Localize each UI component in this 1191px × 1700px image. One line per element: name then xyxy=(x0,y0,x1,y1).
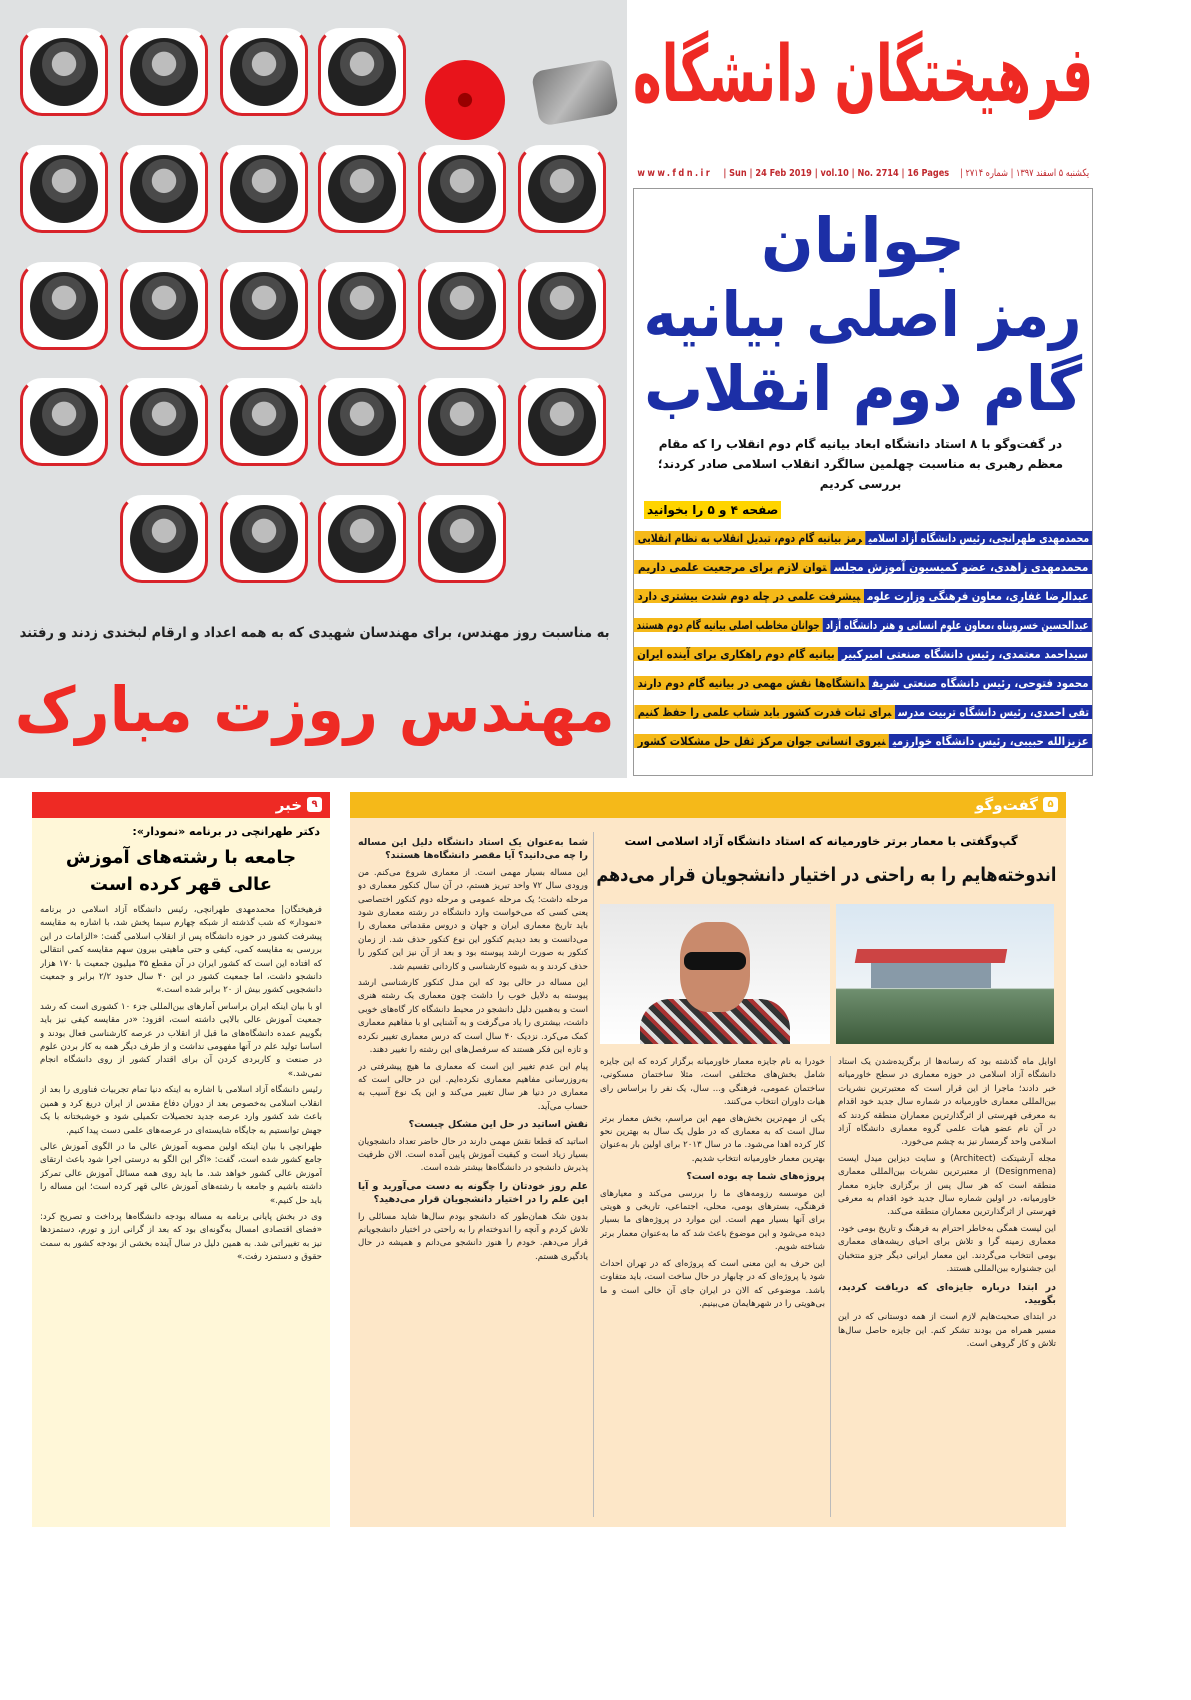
interview-section xyxy=(350,792,1066,1527)
face-photo xyxy=(328,155,396,223)
interviewee-name: محمدمهدی طهرانچی، رئیس دانشگاه آزاد اسلامی xyxy=(865,531,1092,545)
building-photo xyxy=(836,904,1054,1044)
paragraph: بدون شک همان‌طور که دانشجو بودم سال‌ها شاید مسائلی را تلاش کردم و آنچه را اندوخته‌ام را به راحتی در اختیار دانشجویانم قرار می‌دهم. خودم را هنوز دانشجو می‌دانم و همیشه در حال یادگیری هستم. xyxy=(358,1211,588,1262)
face-photo xyxy=(30,272,98,340)
martyr-portrait xyxy=(20,378,108,466)
interviewee-quote: پیشرفت علمی در چله دوم شدت بیشتری دارد xyxy=(634,589,864,603)
face-photo xyxy=(230,388,298,456)
interviewee-quote: رمز بیانیه گام دوم، تبدیل انقلاب به نظام انقلابی xyxy=(634,531,865,545)
lead-headline xyxy=(644,204,1082,426)
martyr-portrait xyxy=(318,378,406,466)
martyr-portrait xyxy=(318,145,406,233)
face-photo xyxy=(130,272,198,340)
face-photo xyxy=(528,272,596,340)
martyr-portrait xyxy=(220,262,308,350)
page-number: ۹ xyxy=(307,797,322,812)
newspaper-logo: فرهیختگان دانشگاه xyxy=(633,30,1093,120)
face-photo xyxy=(428,505,496,573)
headline-text: رمز اصلی بیانیه xyxy=(643,278,1082,351)
martyr-portrait xyxy=(518,262,606,350)
interviewee-quote: دانشگاه‌ها نقش مهمی در بیانیه گام دوم دارند xyxy=(634,676,869,690)
interviewee-item xyxy=(634,674,1092,693)
paragraph: این لیست همگی به‌خاطر احترام به فرهنگ و تاریخ بومی خود، معماری زمینه گرا و تلاش برای احیای ریشه‌های معماری بومی انتخاب می‌گردند. این معمار ایرانی دیگر جزو منتخبان این جشنواره بین‌المللی هستند. xyxy=(838,1223,1056,1275)
headline-line xyxy=(644,204,1082,278)
martyr-portrait xyxy=(220,495,308,583)
face-photo xyxy=(428,388,496,456)
section-label: خبر xyxy=(275,796,302,814)
interviewee-name: محمدمهدی زاهدی، عضو کمیسیون آموزش مجلس xyxy=(830,560,1092,574)
interviewee-quote: بیانیه گام دوم راهکاری برای آینده ایران xyxy=(634,647,839,661)
headline-text: گام دوم انقلاب xyxy=(643,352,1083,425)
martyr-portrait xyxy=(20,145,108,233)
martyr-portrait xyxy=(318,495,406,583)
face-photo xyxy=(30,388,98,456)
news-section xyxy=(32,792,330,1527)
face-photo xyxy=(328,505,396,573)
interview-question: پروژه‌های شما چه بوده است؟ xyxy=(686,1171,825,1183)
paragraph: این مساله در حالی بود که این مدل کنکور کارشناسی ارشد پیوسته به دلایل خوب را داشت چون معماری یک رشته هنری است و به‌همین دلیل دانشجو در محیط دانشگاه کار گاه‌های خوبی داشت، بیشتری را یاد می‌گرفت و به آشنایی او با مفاهیم معماری کمک می‌کرد. نزدیک ۴۰ سال است که درس معماری تغییر نکرده و تازه این فکر هستند که سرفصل‌های این رشته را تغییر دهند. xyxy=(358,978,588,1056)
face-photo xyxy=(528,155,596,223)
paragraph: این موسسه رزومه‌های ما را بررسی می‌کند و معیارهای فرهنگی، بسترهای بومی، محلی، اجتماعی، تاریخی و هویتی برای آنها بسیار مهم است. این موارد در پروژه‌های ما بسیار دیده می‌شود و این موضوع باعث شد که ما به‌عنوان معمار برتر شناخته شویم. xyxy=(600,1188,825,1253)
face-photo xyxy=(230,272,298,340)
news-kicker: دکتر طهرانچی در برنامه «نمودار»: xyxy=(132,825,320,838)
interviewee-name: سیداحمد معتمدی، رئیس دانشگاه صنعتی امیرکبیر xyxy=(839,647,1092,661)
martyr-portrait xyxy=(418,495,506,583)
interview-column xyxy=(600,1056,825,1517)
news-title: جامعه با رشته‌های آموزش عالی قهر کرده است xyxy=(65,847,297,895)
martyr-portrait xyxy=(120,262,208,350)
paragraph: اوایل ماه گذشته بود که رسانه‌ها از برگزیده‌شدن یک استاد دانشگاه آزاد اسلامی در حوزه معماری در سطح خاورمیانه خبر دادند؛ ماجرا از این قرار است که معتبرترین نشریات بین‌المللی معماری خاورمیانه در شماره سال جدید خود اقدام به معرفی فهرستی از اثرگذارترین معماران منطقه کردند که در آن نام عضو هیات علمی گروه معماری دانشگاه آزاد اسلامی واحد گرمسار نیز به چشم می‌خورد. xyxy=(838,1057,1056,1148)
dog-tag-image xyxy=(531,58,619,126)
engineers-day-title: مهندس روزت مبارک xyxy=(14,673,615,746)
see-pages-link[interactable]: صفحه ۴ و ۵ را بخوانید xyxy=(644,501,781,519)
paragraph: این مساله بسیار مهمی است. از معماری شروع می‌کنم. من ورودی سال ۷۲ واحد تبریز هستم، در آن سال کنکور معماری دو مرحله داشت؛ یک مرحله عمومی و مرحله دوم کنکور اختصاصی یعنی کسی که می‌خواست وارد دانشگاه در رشته معماری شود باید تاریخ معماری ایران و جهان و دروس مقدماتی معماری را می‌دانست و بعد دیدیم کنکور این نوع کنکور حذف شد. از زمان کنکور به صورت ارشد پیوسته بود و بعد از آن نیز این کنکور را حذف کردند و به شیوه کارشناسی و کاردانی تقسیم شد. xyxy=(358,867,588,972)
interviewee-name: تقی احمدی، رئیس دانشگاه تربیت مدرس xyxy=(894,705,1092,719)
martyr-portrait xyxy=(220,28,308,116)
interview-question: نقش اساتید در حل این مشکل چیست؟ xyxy=(408,1119,588,1131)
interviewee-quote: جوانان مخاطب اصلی بیانیه گام دوم هستند xyxy=(634,618,823,632)
interview-kicker: گپ‌وگفتی با معمار برتر خاورمیانه که استاد دانشگاه آزاد اسلامی است xyxy=(624,834,1018,848)
interviewee-name: عزیزالله حبیبی، رئیس دانشگاه خوارزمی xyxy=(889,734,1092,748)
engineers-day-caption-line xyxy=(20,622,610,644)
paragraph: طهرانچی با بیان اینکه اولین مصوبه آموزش عالی ما در الگوی آموزش عالی جامع کشور شده است، گفت: «اگر این الگو به درستی اجرا شود باعث ارتقای آموزش عالی کشور خواهد شد. ما باید روی همه مسائل آموزش عالی تمرکز داشته باشیم و جامعه با رشته‌های آموزش عالی قهر کرده است؛ این مساله را باید حل کنیم.» xyxy=(40,1141,322,1206)
paragraph: رئیس دانشگاه آزاد اسلامی با اشاره به اینکه دنیا تمام تجربیات فناوری را بعد از انقلاب اسلامی به‌خصوص بعد از دوران دفاع مقدس از ایران دریغ کرد و همین باعث شد کشور وارد عرصه جدید تحصیلات تکمیلی شود و خوشبختانه با یک جهش توانستیم به جایگاه شایسته‌ای در عرصه‌های علمی دست پیدا کنیم. xyxy=(40,1085,322,1136)
martyr-portrait xyxy=(120,495,208,583)
interviewee-item xyxy=(634,616,1092,635)
martyr-portrait xyxy=(418,378,506,466)
page-number: ۵ xyxy=(1043,797,1058,812)
interview-kicker-line xyxy=(606,832,1036,850)
newspaper-logo-line xyxy=(633,0,1093,150)
face-photo xyxy=(30,38,98,106)
interviewee-item xyxy=(634,732,1092,751)
martyr-portrait xyxy=(220,145,308,233)
engineers-day-panel xyxy=(0,0,627,778)
martyr-portrait xyxy=(418,145,506,233)
interview-section-header xyxy=(350,792,1066,818)
masthead xyxy=(633,0,1093,160)
interviewee-item xyxy=(634,529,1092,548)
martyr-portrait xyxy=(318,28,406,116)
interviewee-item xyxy=(634,645,1092,664)
paragraph: اساتید که قطعا نقش مهمی دارند در حال حاضر تعداد دانشجویان بسیار زیاد است و کیفیت آموزش پایین آمده است. الان ظرفیت پذیرش دانشجو در دانشگاه‌ها بیشتر شده است. xyxy=(358,1136,588,1174)
lead-deck: در گفت‌وگو با ۸ استاد دانشگاه ابعاد بیانیه گام دوم انقلاب را که مقام معظم رهبری به مناسبت چهلمین سالگرد انقلاب اسلامی صادر کردند؛ بررسی کردیم xyxy=(657,437,1064,491)
martyr-portrait xyxy=(20,28,108,116)
interviewee-quote: نیروی انسانی جوان مرکز ثقل حل مشکلات کشور xyxy=(634,734,889,748)
poppy-flower-image xyxy=(425,60,505,140)
paragraph: این حرف به این معنی است که پروژه‌ای که در تهران احداث شود یا پروژه‌ای که در چابهار در حال ساخت است، باید متفاوت باشد. موضوعی که الان در ایران جای آن خالی است و ما بی‌هویتی را در شهرهایمان می‌بینیم. xyxy=(600,1258,825,1309)
lead-story xyxy=(633,188,1093,776)
headline-line xyxy=(644,352,1082,426)
interviewee-item xyxy=(634,587,1092,606)
paragraph: پیام این عدم تغییر این است که معماری ما هیچ پیشرفتی در به‌روزرسانی مفاهیم معماری نکرده‌ایم. این در حالی است که معماری در دنیا هر سال تغییر می‌کند و این یک نوع آسیب به حساب می‌آید. xyxy=(358,1061,588,1112)
interview-title-line xyxy=(596,860,1056,890)
martyr-portrait xyxy=(318,262,406,350)
martyr-portrait xyxy=(518,145,606,233)
face-photo xyxy=(328,272,396,340)
dateline xyxy=(633,165,1093,183)
martyr-portrait xyxy=(220,378,308,466)
interviewee-quote: برای ثبات قدرت کشور باید شتاب علمی را حفظ کنیم xyxy=(634,705,894,719)
face-photo xyxy=(328,38,396,106)
interview-question: علم روز خودتان را چگونه به دست می‌آورید و آیا این علم را در اختیار دانشجویان قرار می‌دهید؟ xyxy=(358,1180,588,1206)
headline-text: جوانان xyxy=(760,204,966,277)
face-photo xyxy=(130,38,198,106)
martyr-portrait xyxy=(120,378,208,466)
face-photo xyxy=(230,38,298,106)
interview-column xyxy=(838,1056,1056,1517)
interview-title: اندوخته‌هایم را به راحتی در اختیار دانشجویان قرار می‌دهم xyxy=(595,864,1057,886)
website-link[interactable]: www.fdn.ir xyxy=(637,168,713,179)
engineers-day-title-line xyxy=(15,660,615,760)
face-photo xyxy=(328,388,396,456)
interviewee-name: عبدالرضا غفاری، معاون فرهنگی وزارت علوم xyxy=(864,589,1092,603)
martyr-portrait xyxy=(120,28,208,116)
martyr-portrait xyxy=(120,145,208,233)
section-label: گفت‌وگو xyxy=(975,796,1038,814)
interviewee-name: محمود فتوحی، رئیس دانشگاه صنعتی شریف xyxy=(869,676,1092,690)
paragraph: خودرا به نام جایزه معمار خاورمیانه برگزار کرده که این جایزه شامل بخش‌های مختلفی است، مثلا ساختمان مسکونی، ساختمان عمومی، فرهنگی و... سال، یک نفر را براساس رای هیات داوران انتخاب می‌کنند. xyxy=(600,1057,825,1108)
face-photo xyxy=(130,505,198,573)
paragraph: او با بیان اینکه ایران براساس آمارهای بین‌المللی جزء ۱۰ کشوری است که رشد جمعیت آموزش عالی بالایی داشته است، افزود: «در مقایسه کیفی نیز باید بگوییم عمده دانشگاه‌های ما قبل از انقلاب در عرصه کارشناسی فعال بودند و اساسا تولید علم در آنها مفهومی نداشت و از طرف دیگر همه به کار بردن علوم در صنعت و کاربردی کردن آن برای اقتدار کشور از روی دانشگاه انجام نمی‌شد.» xyxy=(40,1001,322,1079)
face-photo xyxy=(230,505,298,573)
engineers-day-caption: به مناسبت روز مهندس، برای مهندسان شهیدی که به همه اعداد و ارقام لبخندی زدند و رفتند xyxy=(19,625,610,641)
interview-question: در ابتدا درباره جایزه‌ای که دریافت کردید، بگویید. xyxy=(838,1281,1056,1306)
paragraph: یکی از مهم‌ترین بخش‌های مهم این مراسم، بخش معمار برتر سال است که به معماری که در طول یک سال به بهترین نحو کار کرده اهدا می‌شود. ما در سال ۲۰۱۳ برای اولین بار به‌عنوان بهترین معمار خاورمیانه انتخاب شدیم. xyxy=(600,1113,825,1164)
paragraph: در ابتدای صحبت‌هایم لازم است از همه دوستانی که در این مسیر همراه من بودند تشکر کنم. این جایزه حاصل سال‌ها تلاش و کار گروهی است. xyxy=(838,1312,1056,1350)
interviewee-item xyxy=(634,558,1092,577)
interviewee-quote: توان لازم برای مرجعیت علمی داریم xyxy=(634,560,830,574)
interviewee-name: عبدالحسین خسروپناه ،معاون علوم انسانی و هنر دانشگاه آزاد xyxy=(823,618,1092,632)
headline-line xyxy=(644,278,1082,352)
martyr-portrait xyxy=(20,262,108,350)
date-english: | Sun | 24 Feb 2019 | vol.10 | No. 2714 | 16 Pages xyxy=(723,168,949,179)
face-photo xyxy=(230,155,298,223)
paragraph: فرهیختگان| محمدمهدی طهرانچی، رئیس دانشگاه آزاد اسلامی در برنامه «نمودار» که شب گذشته از شبکه چهارم سیما پخش شد، با اشاره به مقایسه پیشرفت کشور در حوزه دانشگاه پس از انقلاب اسلامی گفت: «الزامات در این بررسی به مقایسه کمی، کیفی و حتی ماهیتی بیرون سهم مقایسه کمی انتقالی که افتاده این است که کشور ایران در آن مقطع ۳۵ میلیون جمعیت با ۱۷۰ هزار دانشجو داشت، اما جمعیت کشور در این ۴۰ سال حدود ۲/۲ برابر و جمعیت دانشجویی کشور بیش از ۲۰ برابر شده است.» xyxy=(40,905,322,996)
face-photo xyxy=(30,155,98,223)
architect-photo xyxy=(600,904,830,1044)
interviewee-item xyxy=(634,703,1092,722)
martyr-portrait xyxy=(418,262,506,350)
news-section-header xyxy=(32,792,330,818)
date-persian: یکشنبه ۵ اسفند ۱۳۹۷ | شماره ۲۷۱۴ | xyxy=(959,168,1089,179)
face-photo xyxy=(528,388,596,456)
face-photo xyxy=(130,388,198,456)
news-body xyxy=(40,904,322,1519)
face-photo xyxy=(130,155,198,223)
interview-column xyxy=(358,832,588,1517)
face-photo xyxy=(428,155,496,223)
paragraph: مجله آرشیتکت (Architect) و سایت دیزاین میدل ایست (Designmena) از معتبرترین نشریات بین‌المللی معماری منطقه است که هر سال پس از برگزاری جایزه معمار خاورمیانه، در اولین شماره سال جدید خود اقدام به معرفی فهرستی از اثرگذارترین معماران منطقه می‌کند. xyxy=(838,1153,1056,1218)
paragraph: وی در بخش پایانی برنامه به مساله بودجه دانشگاه‌ها پرداخت و تصریح کرد: «فضای اقتصادی امسال به‌گونه‌ای بود که بعد از گرانی ارز و تورم، دستمزدها نیز به تغییراتی شد. به همین دلیل در سال آینده بخشی از بودجه کشور به سمت حقوق و دستمزد رفت.» xyxy=(40,1211,322,1263)
martyr-portrait xyxy=(518,378,606,466)
interviewee-list xyxy=(634,529,1092,761)
interview-question: شما به‌عنوان یک استاد دانشگاه دلیل این مساله را چه می‌دانید؟ آیا مقصر دانشگاه‌ها هستند؟ xyxy=(358,837,588,862)
face-photo xyxy=(428,272,496,340)
